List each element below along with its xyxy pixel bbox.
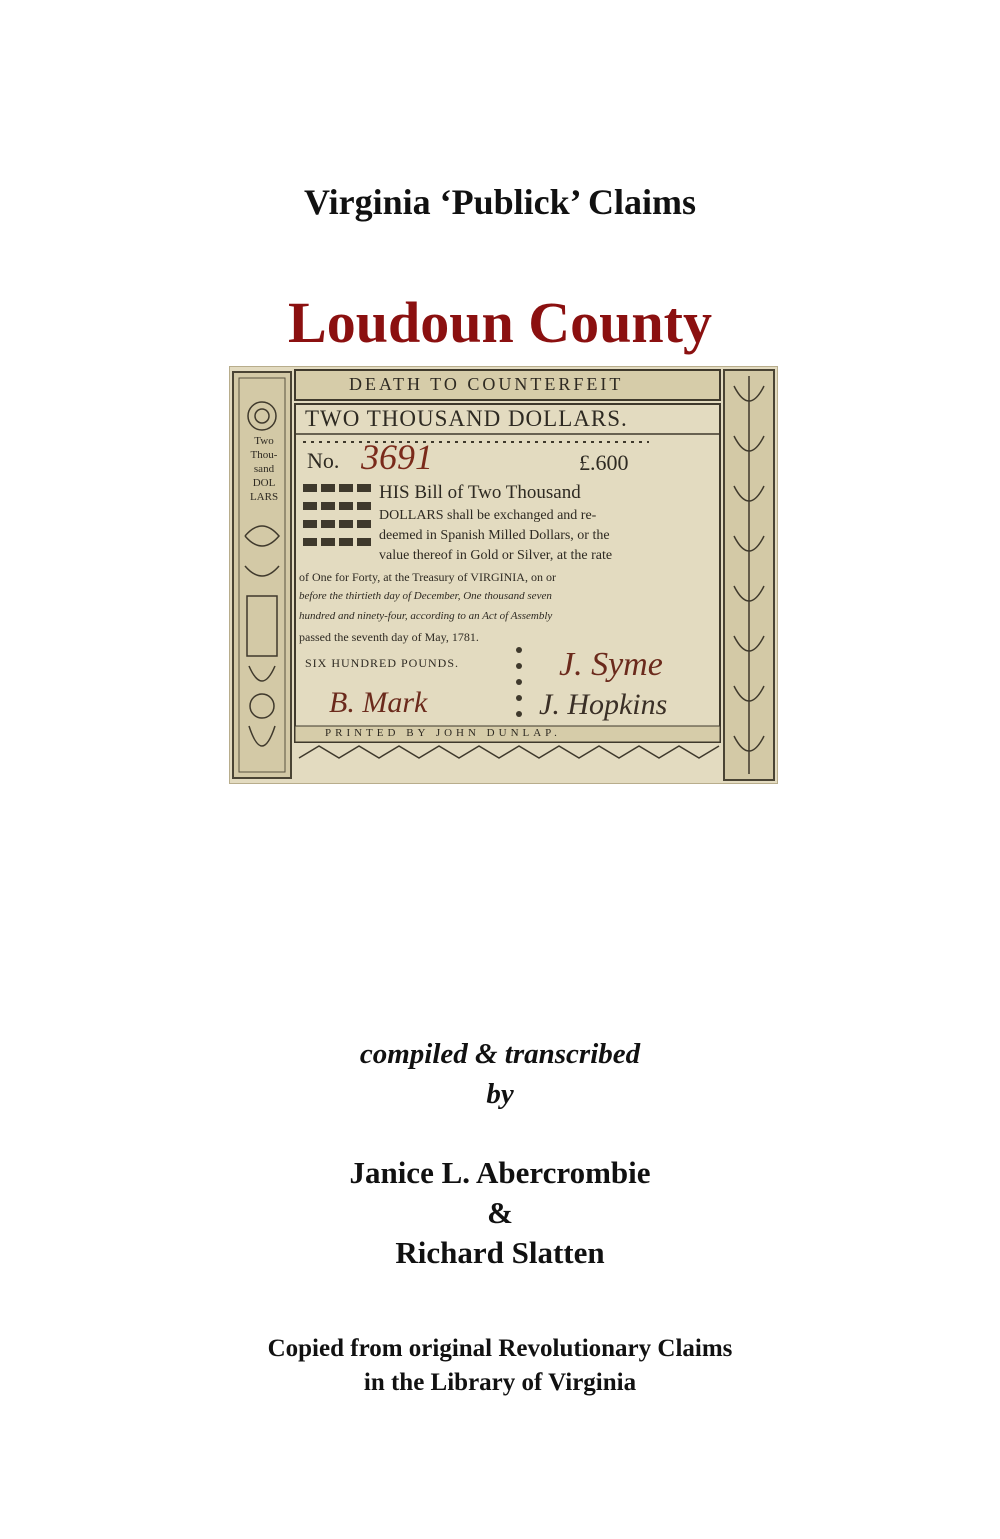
- banknote-body-line-3: deemed in Spanish Milled Dollars, or the: [379, 528, 610, 543]
- banknote-body-line-7: hundred and ninety-four, according to an Act of Assembly: [299, 610, 553, 622]
- source-line-2: in the Library of Virginia: [363, 1369, 637, 1396]
- author-ampersand: &: [487, 1195, 513, 1230]
- banknote-body-line-1: HIS Bill of Two Thousand: [379, 482, 581, 503]
- banknote-body-line-4: value thereof in Gold or Silver, at the rate: [379, 548, 613, 563]
- author-name-1: Janice L. Abercrombie: [349, 1155, 651, 1190]
- banknote-signature-right-1: J. Syme: [559, 646, 663, 683]
- banknote-printer: PRINTED BY JOHN DUNLAP.: [325, 727, 561, 739]
- banknote-header: DEATH TO COUNTERFEIT: [349, 374, 624, 394]
- banknote-denomination: TWO THOUSAND DOLLARS.: [305, 406, 628, 431]
- banknote-number-label: No.: [307, 448, 340, 473]
- banknote-serial: 3691: [361, 437, 433, 477]
- credit-by-line: by: [486, 1078, 514, 1110]
- banknote-image: [229, 366, 778, 784]
- author-name-2: Richard Slatten: [395, 1235, 605, 1270]
- banknote-body-line-2: DOLLARS shall be exchanged and re-: [379, 508, 597, 523]
- credit-compiled-line: compiled & transcribed: [359, 1038, 641, 1070]
- banknote-body-line-5: of One for Forty, at the Treasury of VIRGINIA, on or: [299, 570, 556, 584]
- banknote-signature-left: B. Mark: [329, 686, 428, 719]
- source-line-1: Copied from original Revolutionary Claims: [267, 1335, 733, 1362]
- banknote-side-left: Two Thou- sand DOL LARS: [249, 435, 279, 503]
- banknote-amount-words: SIX HUNDRED POUNDS.: [305, 656, 460, 670]
- main-title: Loudoun County: [288, 290, 712, 355]
- series-title: Virginia ‘Publick’ Claims: [303, 182, 696, 222]
- banknote-pounds: £.600: [579, 450, 629, 475]
- banknote-body-line-8: passed the seventh day of May, 1781.: [299, 630, 479, 644]
- banknote-signature-right-2: J. Hopkins: [539, 688, 668, 721]
- banknote-body-line-6: before the thirtieth day of December, One thousand seven: [299, 590, 552, 602]
